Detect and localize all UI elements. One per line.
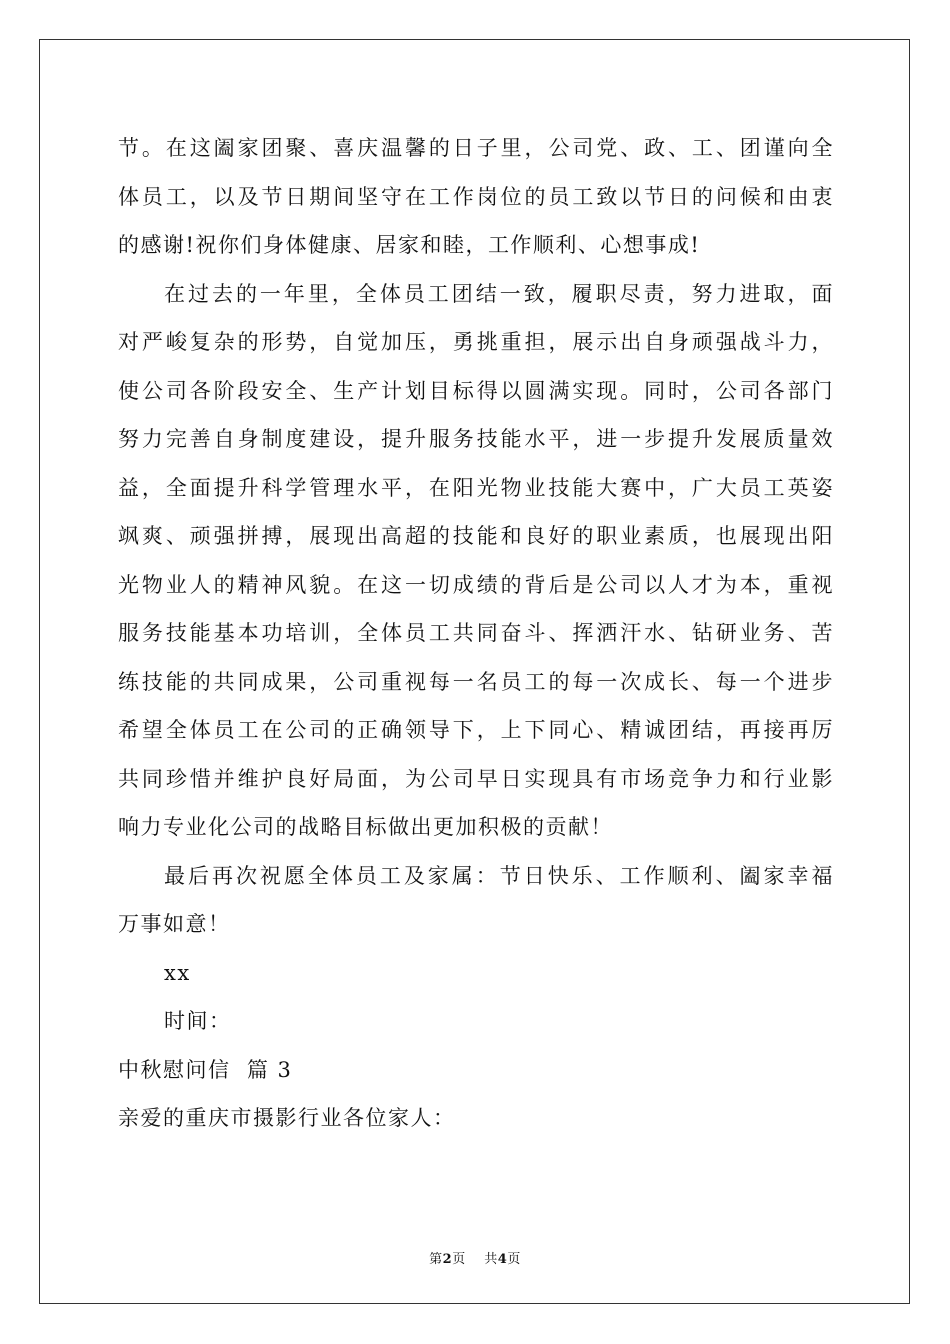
text-line: 服务技能基本功培训，全体员工共同奋斗、挥洒汗水、钻研业务、苦 xyxy=(118,621,834,645)
text-line: 使公司各阶段安全、生产计划目标得以圆满实现。同时，公司各部门 xyxy=(118,378,834,403)
text-line: 努力完善自身制度建设，提升服务技能水平，进一步提升发展质量效 xyxy=(118,427,834,451)
text-line: 节。在这阖家团聚、喜庆温馨的日子里，公司党、政、工、团谨向全 xyxy=(118,136,834,160)
text-line: 益，全面提升科学管理水平，在阳光物业技能大赛中，广大员工英姿 xyxy=(118,475,834,500)
total-prefix: 共 xyxy=(484,1252,498,1267)
text-line: 对严峻复杂的形势，自觉加压，勇挑重担，展示出自身顽强战斗力， xyxy=(118,330,834,354)
paragraph-start-line: 最后再次祝愿全体员工及家属：节日快乐、工作顺利、阖家幸福 xyxy=(164,863,834,888)
text-line: 光物业人的精神风貌。在这一切成绩的背后是公司以人才为本，重视 xyxy=(118,572,834,597)
salutation-line: 亲爱的重庆市摄影行业各位家人： xyxy=(118,1106,456,1130)
total-pages: 4 xyxy=(497,1252,508,1267)
page-number: 2 xyxy=(442,1252,453,1267)
section-heading: 中秋慰问信 篇 3 xyxy=(118,1057,293,1082)
text-line: 共同珍惜并维护良好局面，为公司早日实现具有市场竞争力和行业影 xyxy=(118,766,834,791)
document-body xyxy=(118,124,834,1143)
date-line: 时间： xyxy=(164,1009,232,1033)
text-line: 飒爽、顽强拼搏，展现出高超的技能和良好的职业素质，也展现出阳 xyxy=(118,524,834,548)
page-prefix: 第 xyxy=(429,1252,443,1267)
page-footer xyxy=(0,1248,950,1267)
total-suffix: 页 xyxy=(507,1252,521,1267)
text-line: 的感谢!祝你们身体健康、居家和睦，工作顺利、心想事成! xyxy=(118,233,701,257)
text-line: 希望全体员工在公司的正确领导下，上下同心、精诚团结，再接再厉 xyxy=(118,718,834,742)
text-line: 体员工，以及节日期间坚守在工作岗位的员工致以节日的问候和由衷 xyxy=(118,184,834,209)
page-suffix: 页 xyxy=(452,1252,466,1267)
text-line: 响力专业化公司的战略目标做出更加积极的贡献！ xyxy=(118,815,613,839)
signature-line: xx xyxy=(164,960,191,985)
text-line: 练技能的共同成果，公司重视每一名员工的每一次成长、每一个进步 xyxy=(118,669,834,694)
text-line: 万事如意！ xyxy=(118,912,231,936)
paragraph-start-line: 在过去的一年里，全体员工团结一致，履职尽责，努力进取，面 xyxy=(164,281,834,306)
